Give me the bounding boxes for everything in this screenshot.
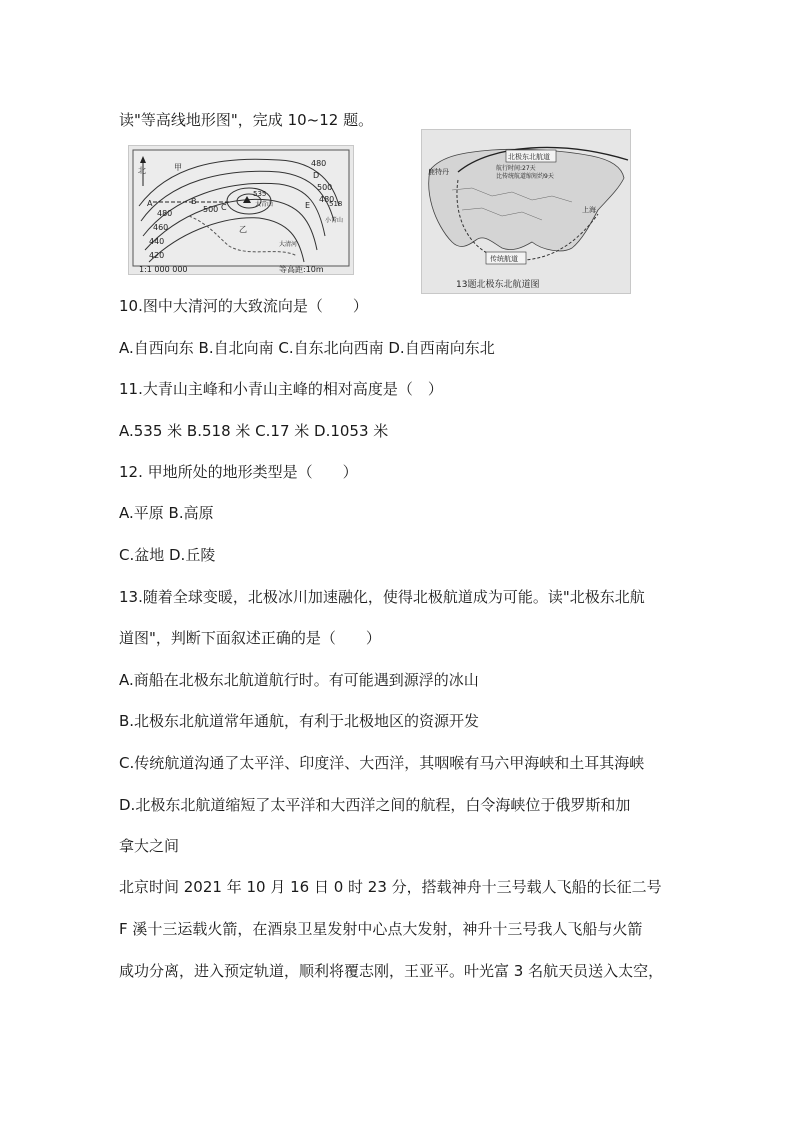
q12-stem: 12. 甲地所处的地形类型是（ ）	[119, 463, 358, 481]
note-line2: 比传统航道缩短约9天	[496, 173, 554, 180]
label-d: D	[313, 171, 320, 180]
q13-option-d-1: D.北极东北航道缩短了太平洋和大西洋之间的航程，白令海峡位于俄罗斯和加	[119, 796, 631, 814]
passage-line-3: 咸功分离，进入预定轨道，顺利将覆志刚，王亚平。叶光富 3 名航天员送入太空，	[119, 962, 664, 980]
q13-stem-2: 道图"，判断下面叙述正确的是（ ）	[119, 629, 381, 647]
q13-stem-1: 13.随着全球变暖，北极冰川加速融化，使得北极航道成为可能。读"北极东北航	[119, 588, 645, 606]
label-a: A	[147, 199, 153, 208]
label-daqingshan: 大青山	[255, 201, 274, 208]
label-500-mid: 500	[203, 205, 219, 214]
place-shanghai: 上海	[582, 206, 596, 214]
passage-line-2: F 溪十三运载火箭，在酒泉卫星发射中心点大发射，神升十三号我人飞船与火箭	[119, 920, 643, 938]
label-b: B	[191, 197, 197, 206]
label-535: 535	[253, 190, 267, 198]
note-line1: 航行时间:27天	[496, 165, 536, 172]
north-label: 北	[138, 166, 146, 175]
q11-options: A.535 米 B.518 米 C.17 米 D.1053 米	[119, 422, 389, 440]
place-rotterdam: 鹿特丹	[428, 168, 449, 176]
label-420: 420	[149, 251, 165, 260]
q13-option-b: B.北极东北航道常年通航，有利于北极地区的资源开发	[119, 712, 480, 730]
label-480-left: 480	[157, 209, 173, 218]
contour-map-drawing	[129, 146, 353, 274]
q13-option-a: A.商船在北极东北航道航行时。有可能遇到源浮的冰山	[119, 671, 479, 689]
scale-label: 1:1 000 000	[139, 265, 188, 274]
label-river: 大清河	[279, 241, 298, 248]
label-480-top: 480	[311, 159, 327, 168]
contour-map-figure	[128, 145, 354, 275]
label-yi: 乙	[239, 225, 247, 234]
q12-options-1: A.平原 B.高原	[119, 504, 214, 522]
label-xiaoqingshan: 小青山	[325, 217, 344, 224]
q11-stem: 11.大青山主峰和小青山主峰的相对高度是（ ）	[119, 380, 443, 398]
passage-line-1: 北京时间 2021 年 10 月 16 日 0 时 23 分，搭载神舟十三号载人飞船的长征二号	[119, 878, 662, 896]
legend-traditional: 传统航道	[490, 255, 518, 263]
label-e: E	[305, 201, 311, 210]
label-518: 518	[329, 200, 343, 208]
label-480-right: 480	[319, 195, 335, 204]
label-440: 440	[149, 237, 165, 246]
label-jia: 甲	[174, 163, 182, 172]
label-500-right: 500	[317, 183, 333, 192]
label-c: C	[221, 203, 227, 212]
interval-label: 等高距:10m	[279, 265, 324, 274]
q13-option-c: C.传统航道沟通了太平洋、印度洋、大西洋，其咽喉有马六甲海峡和土耳其海峡	[119, 754, 645, 772]
q10-options: A.自西向东 B.自北向南 C.自东北向西南 D.自西南向东北	[119, 339, 495, 357]
legend-northeast: 北极东北航道	[508, 153, 550, 161]
label-460: 460	[153, 223, 169, 232]
q13-option-d-2: 拿大之间	[119, 837, 180, 855]
q10-stem: 10.图中大清河的大致流向是（ ）	[119, 297, 368, 315]
arctic-route-figure	[421, 129, 631, 294]
arctic-route-drawing	[422, 130, 630, 293]
q12-options-2: C.盆地 D.丘陵	[119, 546, 216, 564]
intro-line: 读"等高线地形图"，完成 10~12 题。	[119, 111, 374, 129]
route-caption: 13题北极东北航道图	[456, 280, 540, 290]
